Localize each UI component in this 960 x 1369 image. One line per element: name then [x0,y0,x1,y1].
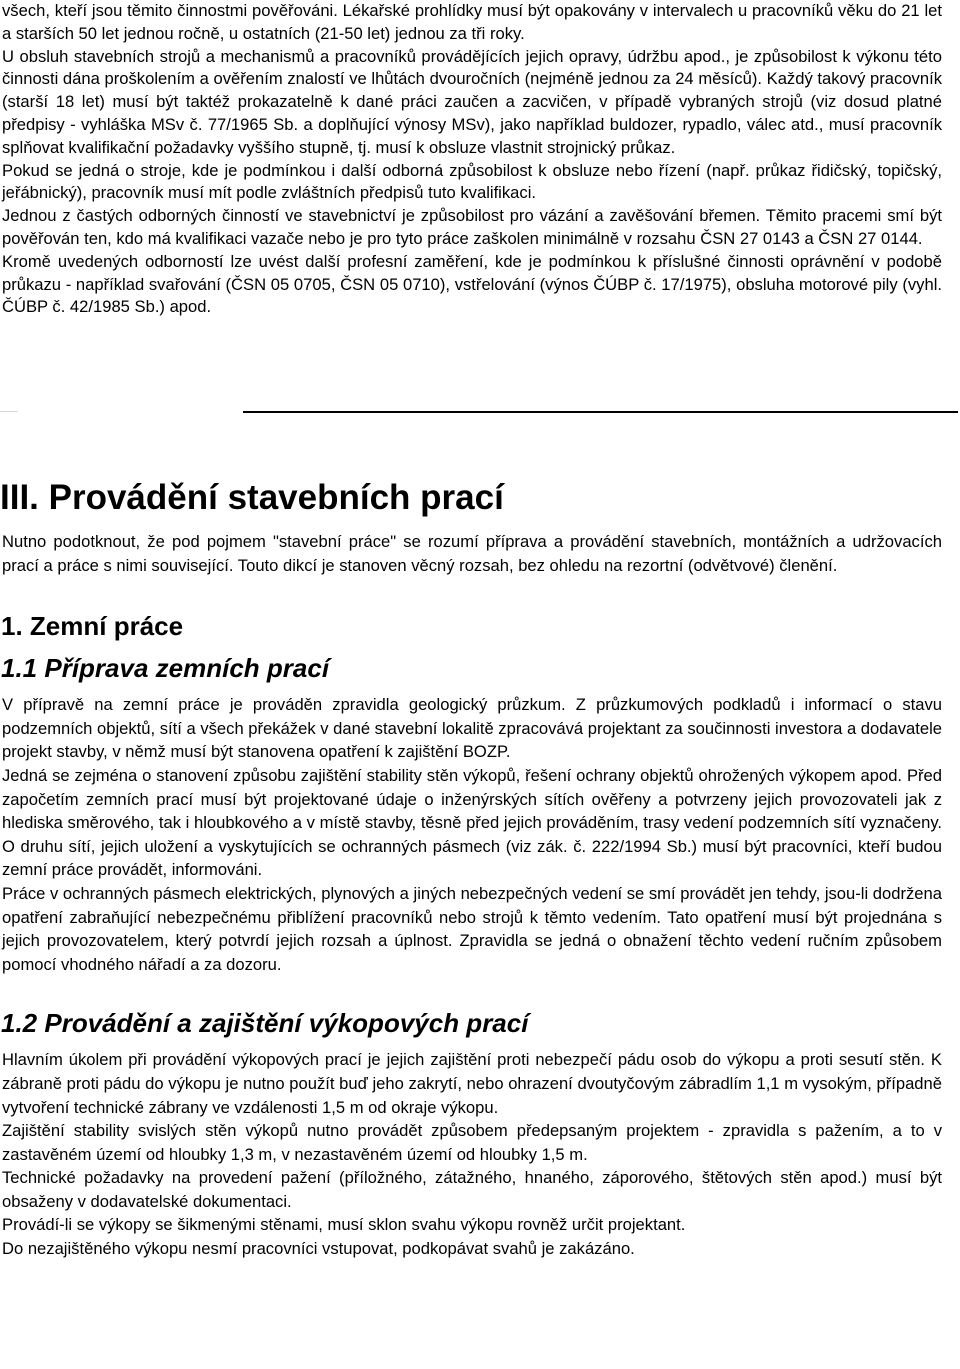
chapter-title: 1. Zemní práce [1,611,184,642]
paragraph: Zajištění stability svislých stěn výkopů nutno provádět způsobem předepsaným projektem - zpravidla s pažením, a to v zastavěném území od hloubky 1,3 m, v nezastavěném území od hloubky 1,5 m. [2,1121,942,1164]
paragraph: Pokud se jedná o stroje, kde je podmínkou i další odborná způsobilost k obsluze nebo řízení (např. průkaz řidičský, topičský, jeřábnický), pracovník musí mít podle zvláštních předpisů tuto kvalifikaci. [2,160,942,203]
paragraph: U obsluh stavebních strojů a mechanismů a pracovníků provádějících jejich opravy, údržbu apod., je způsobilost k výkonu této činnosti dána proškolením a ověřením znalostí ve lhůtách dvouročních (nejméně jednou za 24 měsíců). Každý takový pracovník (starší 18 let) musí být taktéž prokazatelně k dané práci zaučen a zacvičen, v případě vybraných strojů (viz dosud platné předpisy - vyhláška MSv č. 77/1965 Sb. a doplňující výnosy MSv), jako například buldozer, rypadlo, válec atd., musí pracovník splňovat kvalifikační požadavky vyššího stupně, tj. musí k obsluze vlastnit strojnický průkaz. [2,46,942,157]
section-divider [0,411,960,415]
paragraph: Technické požadavky na provedení pažení (příložného, zátažného, hnaného, záporového, štětových stěn apod.) musí být obsaženy v dodavatelské dokumentaci. [2,1168,942,1211]
subsection-title: 1.2 Provádění a zajištění výkopových prací [1,1008,529,1039]
subsection-title: 1.1 Příprava zemních prací [1,653,330,684]
section-title: III. Provádění stavebních prací [0,478,504,517]
paragraph: Práce v ochranných pásmech elektrických, plynových a jiných nebezpečných vedení se smí provádět jen tehdy, jsou-li dodržena opatření zabraňující nebezpečnému přiblížení pracovníků nebo strojů k těmto vedením. Tato opatření musí být projednána s jejich provozovatelem, který potvrdí jejich rozsah a úplnost. Zpravidla se jedná o obnažení těchto vedení ručním způsobem pomocí vhodného nářadí a za dozoru. [2,883,942,974]
section-intro: Nutno podotknout, že pod pojmem "stavební práce" se rozumí příprava a provádění stavebních, montážních a udržovacích prací a práce s nimi související. Touto dikcí je stanoven věcný rozsah, bez ohledu na rezortní (odvětvové) členění. [2,532,942,575]
paragraph: V přípravě na zemní práce je prováděn zpravidla geologický průzkum. Z průzkumových podkladů i informací o stavu podzemních objektů, sítí a všech překážek v dané stavební lokalitě zpracovává projektant za součinnosti investora a dodavatele projekt stavby, v němž musí být stanovena opatření k zajištění BOZP. [2,695,942,762]
paragraph: Jedná se zejména o stanovení způsobu zajištění stability stěn výkopů, řešení ochrany objektů ohrožených výkopem apod. Před započetím zemních prací musí být projektované údaje o inženýrských sítích ověřeny a potvrzeny jejich provozovateli jak z hlediska směrového, tak i hloubkového a v místě stavby, těsně před jejich prováděním, trasy vedení podzemních sítí vyznačeny. O druhu sítí, jejich uložení a vyskytujících se ochranných pásmech (viz zák. č. 222/1994 Sb.) musí být pracovníci, kteří budou zemní práce provádět, informováni. [2,765,942,880]
paragraph: Kromě uvedených odborností lze uvést další profesní zaměření, kde je podmínkou k příslušné činnosti oprávnění v podobě průkazu - například svařování (ČSN 05 0705, ČSN 05 0710), vstřelování (výnos ČÚBP č. 17/1975), obsluha motorové pily (vyhl. ČÚBP č. 42/1985 Sb.) apod. [2,251,942,317]
subsection-1-2-body [0,1048,960,1260]
top-section [0,0,960,319]
section-body [0,530,960,1261]
paragraph: Provádí-li se výkopy se šikmenými stěnami, musí sklon svahu výkopu rovněž určit projektant. [2,1215,686,1235]
divider-line [243,411,958,413]
paragraph: Jednou z častých odborných činností ve stavebnictví je způsobilost pro vázání a zavěšování břemen. Těmito pracemi smí být pověřován ten, kdo má kvalifikaci vazače nebo je pro tyto práce zaškolen minimálně v rozsahu ČSN 27 0143 a ČSN 27 0144. [2,206,942,248]
subsection-1-1-body [0,693,960,976]
paragraph: všech, kteří jsou těmito činnostmi pověřováni. Lékařské prohlídky musí být opakovány v intervalech u pracovníků věku do 21 let a starších 50 let jednou ročně, u ostatních (21-50 let) jednou za tři roky. [2,1,942,43]
paragraph: Do nezajištěného výkopu nesmí pracovníci vstupovat, podkopávat svahů je zakázáno. [2,1239,635,1259]
paragraph: Hlavním úkolem při provádění výkopových prací je jejich zajištění proti nebezpečí pádu osob do výkopu a proti sesutí stěn. K zábraně proti pádu do výkopu je nutno použít buď jeho zakrytí, nebo ohrazení dvoutyčovým zábradlím 1,1 m vysokým, případně vytvoření technické zábrany ve vzdálenosti 1,5 m od okraje výkopu. [2,1050,942,1117]
divider-faint-mark [0,411,18,412]
